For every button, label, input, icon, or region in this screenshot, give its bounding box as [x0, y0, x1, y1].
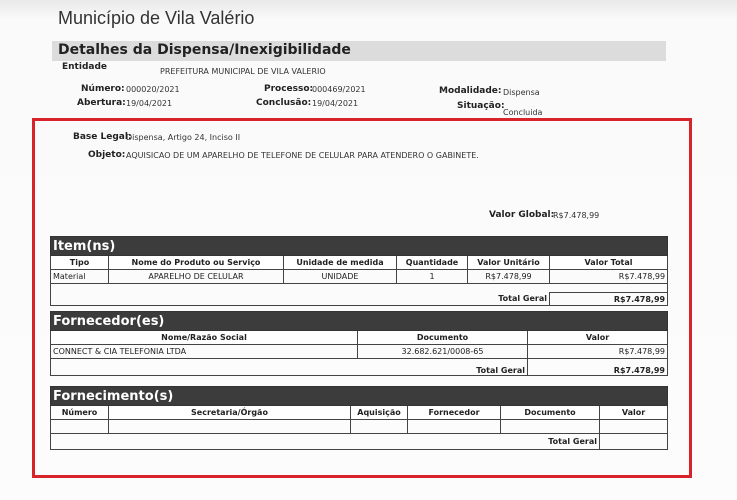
cell-nome-razao: CONNECT & CIA TELEFONIA LTDA [51, 345, 358, 359]
situacao-value: Concluida [503, 108, 543, 117]
municipality-title: Município de Vila Valério [58, 8, 255, 28]
abertura-label: Abertura: [77, 98, 126, 108]
entidade-label: Entidade [62, 62, 108, 72]
objeto-value: AQUISICAO DE UM APARELHO DE TELEFONE DE CELULAR PARA ATENDERO O GABINETE. [126, 151, 479, 160]
modalidade-value: Dispensa [503, 88, 540, 97]
col-valor-total: Valor Total [550, 256, 668, 270]
cell-valor-unitario: R$7.478,99 [468, 270, 550, 284]
valor-global-label: Valor Global: [489, 210, 555, 220]
cell-tipo: Material [51, 270, 109, 284]
fornecimentos-table [50, 386, 668, 450]
col-fornecedor: Fornecedor [408, 406, 501, 420]
fornecedores-title: Fornecedor(es) [51, 312, 668, 331]
itens-total-label: Total Geral [51, 293, 550, 306]
col-unidade: Unidade de medida [284, 256, 397, 270]
col-nome-produto: Nome do Produto ou Serviço [109, 256, 284, 270]
col-nome-razao: Nome/Razão Social [51, 331, 358, 345]
section-title: Detalhes da Dispensa/Inexigibilidade [58, 42, 351, 58]
situacao-label: Situação: [457, 101, 505, 111]
col-secretaria: Secretaria/Órgão [109, 406, 351, 420]
col-numero: Número [51, 406, 109, 420]
objeto-label: Objeto: [88, 150, 126, 160]
fornecedores-total-label: Total Geral [51, 359, 528, 376]
entidade-value: PREFEITURA MUNICIPAL DE VILA VALERIO [160, 67, 326, 76]
empty-row [51, 420, 668, 434]
col-valor-unitario: Valor Unitário [468, 256, 550, 270]
cell-nome-produto: APARELHO DE CELULAR [109, 270, 284, 284]
col-tipo: Tipo [51, 256, 109, 270]
modalidade-label: Modalidade: [439, 86, 502, 96]
itens-title: Item(ns) [51, 237, 668, 256]
col-valor: Valor [528, 331, 668, 345]
table-row [51, 345, 668, 359]
numero-label: Número: [81, 84, 125, 94]
cell-valor: R$7.478,99 [528, 345, 668, 359]
cell-unidade: UNIDADE [284, 270, 397, 284]
base-legal-label: Base Legal: [73, 132, 132, 142]
fornecimentos-total-value [600, 434, 668, 450]
col-valor: Valor [600, 406, 668, 420]
fornecimentos-total-label: Total Geral [51, 434, 600, 450]
fornecimentos-title: Fornecimento(s) [51, 387, 668, 406]
fornecedores-table [50, 311, 668, 376]
itens-table [50, 236, 668, 306]
col-quantidade: Quantidade [397, 256, 468, 270]
processo-label: Processo: [264, 84, 314, 94]
conclusao-value: 19/04/2021 [312, 99, 359, 108]
cell-quantidade: 1 [397, 270, 468, 284]
col-aquisicao: Aquisição [351, 406, 408, 420]
conclusao-label: Conclusão: [256, 98, 312, 108]
spacer-row [51, 284, 668, 293]
processo-value: 000469/2021 [312, 85, 366, 94]
base-legal-value: Dispensa, Artigo 24, Inciso II [126, 133, 241, 142]
numero-value: 000020/2021 [126, 85, 180, 94]
fornecedores-total-value: R$7.478,99 [528, 359, 668, 376]
table-row [51, 270, 668, 284]
abertura-value: 19/04/2021 [126, 99, 173, 108]
valor-global-value: R$7.478,99 [553, 211, 600, 220]
itens-total-value: R$7.478,99 [550, 293, 668, 306]
col-documento: Documento [501, 406, 600, 420]
cell-documento: 32.682.621/0008-65 [358, 345, 528, 359]
cell-valor-total: R$7.478,99 [550, 270, 668, 284]
col-documento: Documento [358, 331, 528, 345]
